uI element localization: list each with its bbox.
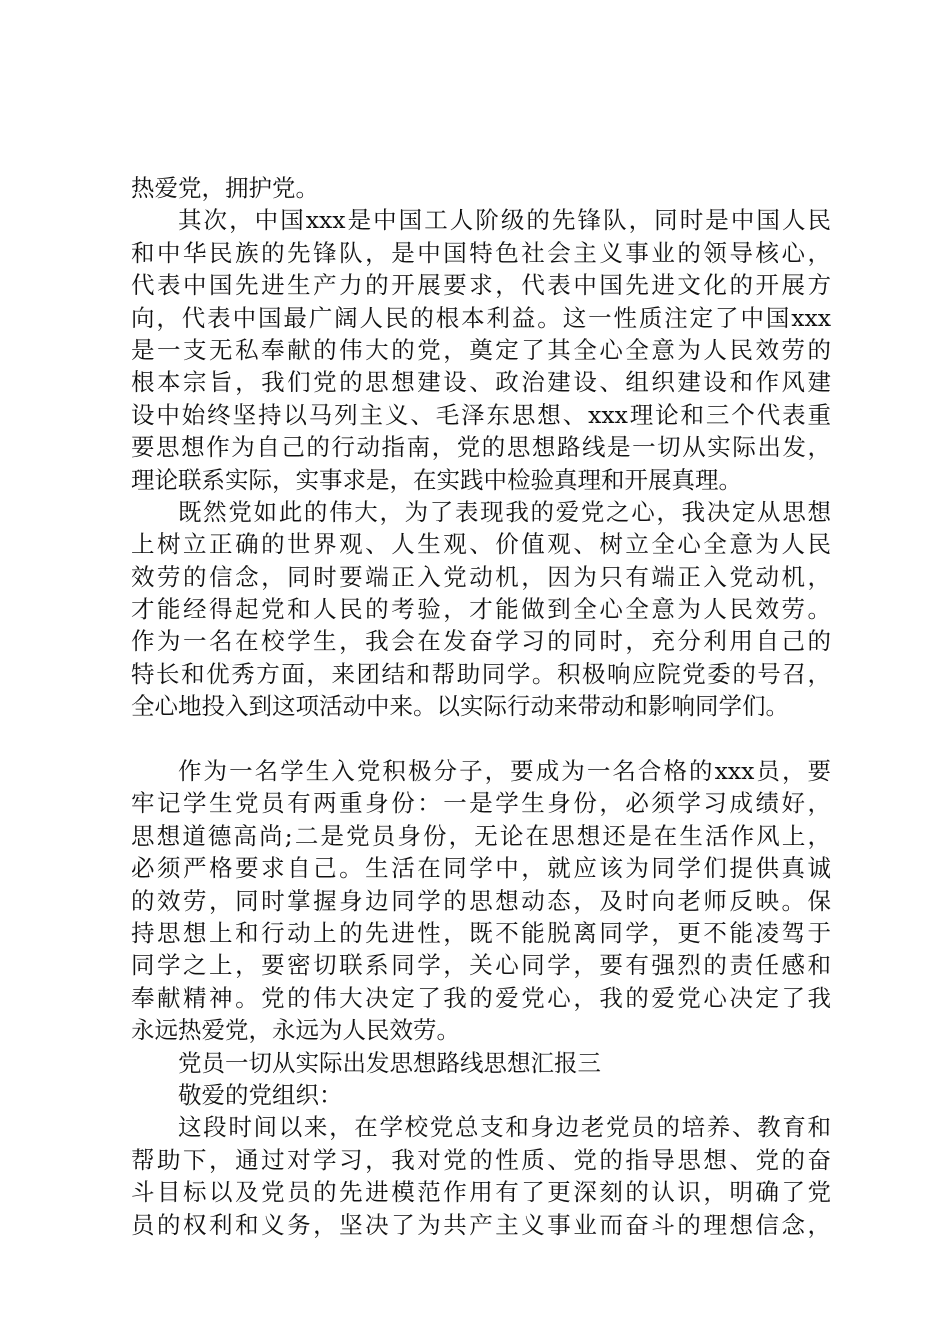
text-line: 牢记学生党员有两重身份：一是学生身份，必须学习成绩好， [131,789,831,818]
text-line: 帮助下，通过对学习，我对党的性质、党的指导思想、党的奋 [131,1145,831,1174]
text-line: 必须严格要求自己。生活在同学中，就应该为同学们提供真诚 [131,854,831,883]
text-line: 斗目标以及党员的先进模范作用有了更深刻的认识，明确了党 [131,1178,831,1207]
text-line: 才能经得起党和人民的考验，才能做到全心全意为人民效劳。 [131,595,831,624]
text-line: 是一支无私奉献的伟大的党，奠定了其全心全意为人民效劳的 [131,335,831,364]
text-line: 永远热爱党，永远为人民效劳。 [131,1016,460,1045]
text-line: 根本宗旨，我们党的思想建设、政治建设、组织建设和作风建 [131,368,831,397]
text-line: 持思想上和行动上的先进性，既不能脱离同学，更不能凌驾于 [131,918,831,947]
text-line: 热爱党，拥护党。 [131,174,319,202]
text-line: 向，代表中国最广阔人民的根本利益。这一性质注定了中国xxx [131,303,831,332]
text-line: 设中始终坚持以马列主义、毛泽东思想、xxx理论和三个代表重 [131,400,831,429]
paragraph-first-line: 其次，中国xxx是中国工人阶级的先锋队，同时是中国人民 [178,206,831,235]
text-line: 同学之上，要密切联系同学，关心同学，要有强烈的责任感和 [131,951,831,980]
text-line: 的效劳，同时掌握身边同学的思想动态，及时向老师反映。保 [131,886,831,915]
text-line: 奉献精神。党的伟大决定了我的爱党心，我的爱党心决定了我 [131,983,831,1012]
text-line: 员的权利和义务，坚决了为共产主义事业而奋斗的理想信念， [131,1210,831,1239]
text-line: 上树立正确的世界观、人生观、价值观、树立全心全意为人民 [131,530,831,559]
paragraph-first-line: 党员一切从实际出发思想路线思想汇报三 [178,1048,601,1077]
paragraph-first-line: 这段时间以来，在学校党总支和身边老党员的培养、教育和 [178,1113,831,1142]
text-line: 思想道德高尚;二是党员身份，无论在思想还是在生活作风上， [131,821,831,850]
paragraph-gap [131,723,831,755]
text-line: 全心地投入到这项活动中来。以实际行动来带动和影响同学们。 [131,692,789,721]
text-line: 代表中国先进生产力的开展要求，代表中国先进文化的开展方 [131,271,831,300]
text-line: 效劳的信念，同时要端正入党动机，因为只有端正入党动机， [131,562,831,591]
paragraph-first-line: 既然党如此的伟大，为了表现我的爱党之心，我决定从思想 [178,497,831,526]
text-line: 特长和优秀方面，来团结和帮助同学。积极响应院党委的号召， [131,659,831,688]
text-line: 理论联系实际，实事求是，在实践中检验真理和开展真理。 [131,465,742,494]
paragraph-first-line: 作为一名学生入党积极分子，要成为一名合格的xxx员，要 [178,757,831,786]
text-line: 作为一名在校学生，我会在发奋学习的同时，充分利用自己的 [131,627,831,656]
document-body [131,172,831,1241]
text-line: 要思想作为自己的行动指南，党的思想路线是一切从实际出发， [131,433,831,462]
text-line: 和中华民族的先锋队，是中国特色社会主义事业的领导核心， [131,238,831,267]
paragraph-first-line: 敬爱的党组织： [178,1080,343,1109]
